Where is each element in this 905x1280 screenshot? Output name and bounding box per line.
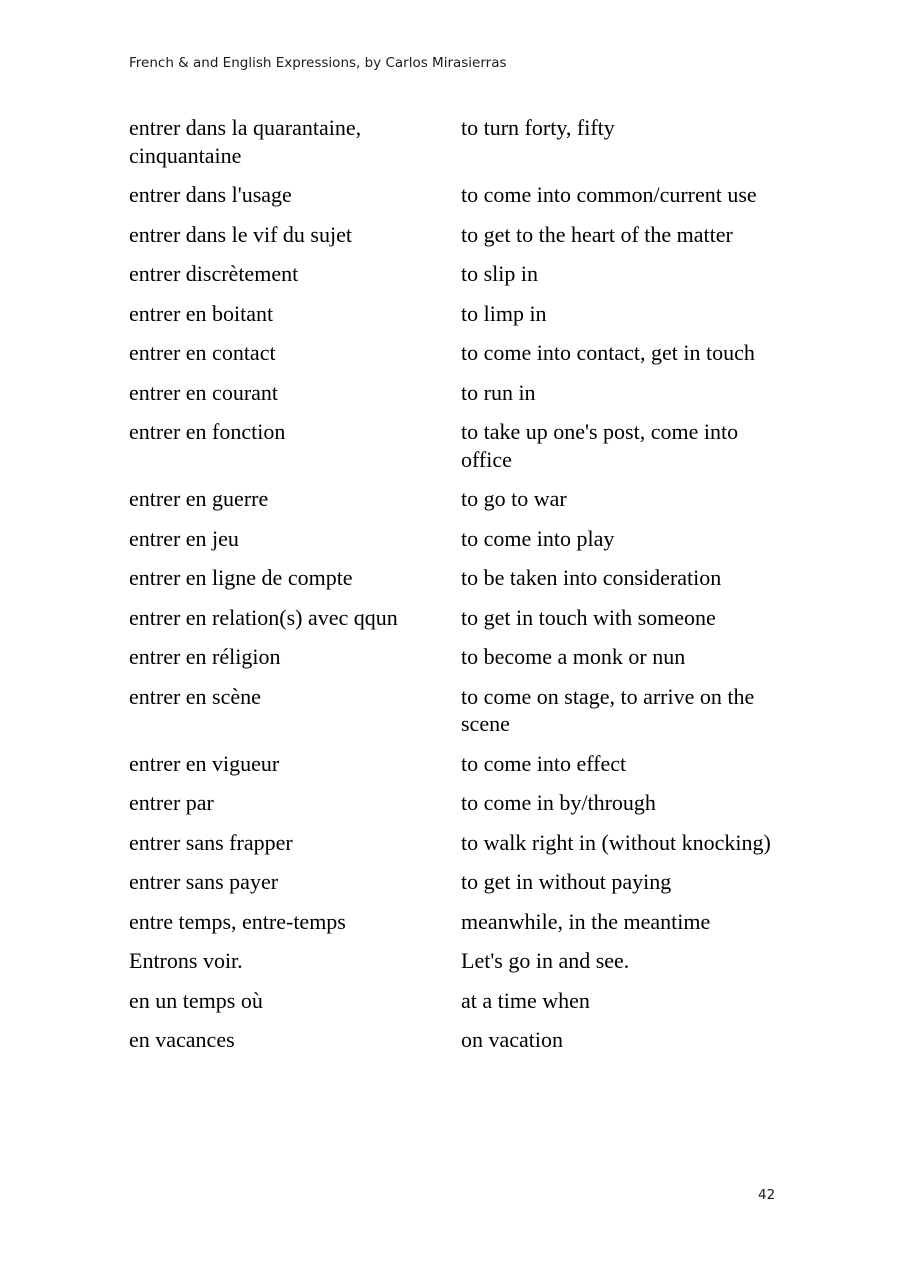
expression-row <box>129 260 789 288</box>
expression-row <box>129 643 789 671</box>
expression-row <box>129 908 789 936</box>
expression-list <box>129 114 789 1066</box>
french-expression: entrer en guerre <box>129 486 269 511</box>
english-translation: to come into contact, get in touch <box>461 340 755 365</box>
french-expression: entrer en relation(s) avec qqun <box>129 604 398 630</box>
expression-row <box>129 683 789 738</box>
expression-row <box>129 868 789 896</box>
french-expression: entrer dans la quarantaine, cinquantaine <box>129 115 362 168</box>
english-translation: to come into effect <box>461 750 627 776</box>
french-expression: entrer dans l'usage <box>129 182 292 207</box>
english-translation: Let's go in and see. <box>461 948 630 973</box>
english-translation: to take up one's post, come into office <box>461 419 739 472</box>
english-translation: to become a monk or nun <box>461 644 686 669</box>
french-expression: Entrons voir. <box>129 948 243 973</box>
french-expression: entrer en vigueur <box>129 750 280 776</box>
english-translation: to come into play <box>461 525 615 551</box>
expression-row <box>129 1026 789 1054</box>
english-translation: to get in touch with someone <box>461 604 716 630</box>
english-translation: to come in by/through <box>461 790 656 815</box>
french-expression: en vacances <box>129 1027 235 1052</box>
english-translation: to limp in <box>461 300 547 326</box>
french-expression: en un temps où <box>129 987 263 1013</box>
expression-row <box>129 379 789 407</box>
french-expression: entrer en fonction <box>129 419 286 444</box>
expression-row <box>129 789 789 817</box>
french-expression: entrer en jeu <box>129 525 239 551</box>
page-number: 42 <box>758 1187 776 1203</box>
expression-row <box>129 339 789 367</box>
expression-row <box>129 221 789 249</box>
english-translation: to go to war <box>461 486 567 511</box>
french-expression: entrer sans payer <box>129 869 279 894</box>
english-translation: to run in <box>461 379 536 405</box>
english-translation: on vacation <box>461 1027 564 1052</box>
english-translation: meanwhile, in the meantime <box>461 908 711 934</box>
english-translation: to come into common/current use <box>461 182 757 207</box>
expression-row <box>129 418 789 473</box>
expression-row <box>129 947 789 975</box>
french-expression: entrer en boitant <box>129 300 274 326</box>
french-expression: entrer dans le vif du sujet <box>129 221 352 247</box>
english-translation: to get in without paying <box>461 869 672 894</box>
english-translation: to get to the heart of the matter <box>461 221 733 247</box>
english-translation: to come on stage, to arrive on the scene <box>461 683 755 736</box>
french-expression: entrer discrètement <box>129 261 299 286</box>
english-translation: to be taken into consideration <box>461 565 722 590</box>
french-expression: entrer en contact <box>129 340 276 365</box>
expression-row <box>129 525 789 553</box>
expression-row <box>129 750 789 778</box>
french-expression: entrer par <box>129 790 214 815</box>
french-expression: entrer en scène <box>129 683 261 709</box>
expression-row <box>129 114 789 169</box>
french-expression: entrer en réligion <box>129 644 281 669</box>
english-translation: at a time when <box>461 987 590 1013</box>
page-header: French & and English Expressions, by Carlos Mirasierras <box>129 55 507 71</box>
expression-row <box>129 987 789 1015</box>
french-expression: entre temps, entre-temps <box>129 908 346 934</box>
expression-row <box>129 564 789 592</box>
english-translation: to turn forty, fifty <box>461 115 615 140</box>
french-expression: entrer sans frapper <box>129 829 293 855</box>
expression-row <box>129 829 789 857</box>
expression-row <box>129 604 789 632</box>
english-translation: to walk right in (without knocking) <box>461 829 771 855</box>
expression-row <box>129 181 789 209</box>
expression-row <box>129 485 789 513</box>
french-expression: entrer en ligne de compte <box>129 565 353 590</box>
french-expression: entrer en courant <box>129 379 279 405</box>
english-translation: to slip in <box>461 261 539 286</box>
expression-row <box>129 300 789 328</box>
